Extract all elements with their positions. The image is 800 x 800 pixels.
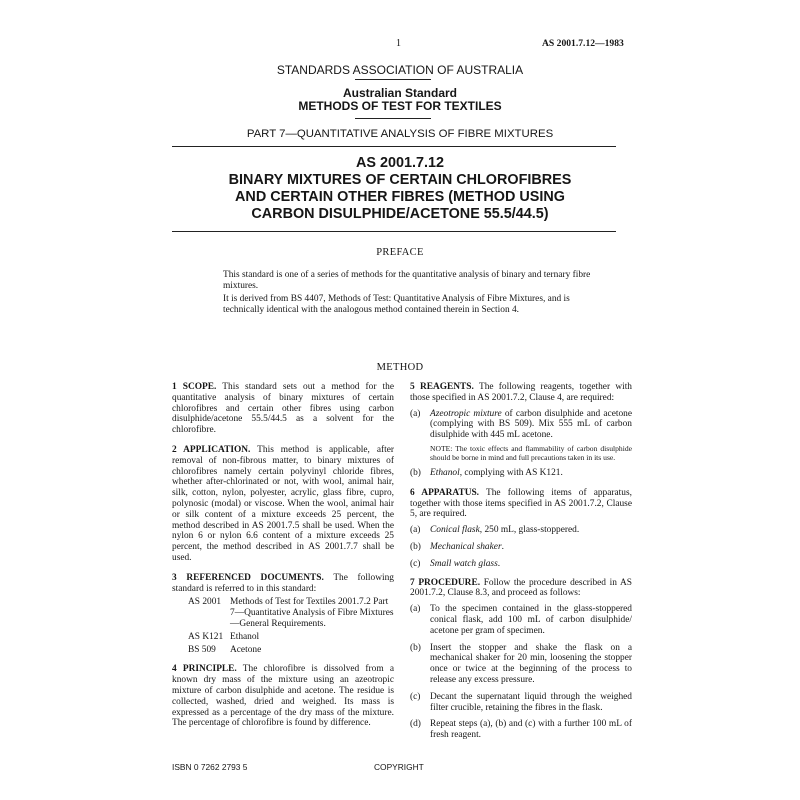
apparatus-c-text: .	[497, 558, 501, 569]
procedure-step-text: Repeat steps (a), (b) and (c) with a further 100 mL of fresh reagent.	[430, 719, 632, 741]
procedure-step-text: To the specimen contained in the glass-stoppered conical flask, add 100 mL of carbon disulphide/ acetone per gram of specimen.	[430, 604, 632, 636]
isbn: ISBN 0 7262 2793 5	[172, 762, 248, 772]
doc-title-line2: AND CERTAIN OTHER FIBRES (METHOD USING	[235, 189, 565, 205]
scope-title: 1 SCOPE.	[172, 382, 217, 392]
preface-heading: PREFACE	[376, 247, 424, 258]
procedure-step-label: (c)	[410, 691, 421, 702]
procedure-step-text: Insert the stopper and shake the flask on a mechanical shaker for 20 min, loosening the stopper once or twice at the beginning of the process to release any excess pressure.	[430, 642, 632, 685]
reagent-a-label: (a)	[410, 408, 421, 419]
apparatus-text: The following items of apparatus, together with those items specified in AS 2001.7.2, Clause 5, are required.	[410, 487, 632, 520]
reagent-b	[410, 468, 632, 479]
reference-row	[172, 632, 394, 643]
apparatus-a-text: , 250 mL, glass-stoppered.	[479, 525, 580, 536]
section-apparatus	[410, 488, 632, 520]
reagent-b-label: (b)	[410, 467, 421, 478]
application-title: 2 APPLICATION.	[172, 444, 251, 455]
page-number: 1	[396, 38, 401, 49]
reagent-a-note: NOTE: The toxic effects and flammability of carbon disulphide should be borne in mind and full precautions taken in its use.	[430, 443, 632, 462]
reference-text: Acetone	[230, 644, 262, 655]
reference-text: Methods of Test for Textiles 2001.7.2 Part 7—Quantitative Analysis of Fibre Mixtures—General Requirements.	[230, 597, 394, 629]
apparatus-c	[410, 559, 632, 570]
apparatus-title: 6 APPARATUS.	[410, 487, 480, 498]
divider-1	[355, 79, 431, 80]
procedure-step-label: (b)	[410, 642, 421, 653]
reagents-text: The following reagents, together with those specified in AS 2001.7.2, Clause 4, are required:	[410, 382, 632, 403]
refdocs-text: The following standard is referred to in this standard:	[172, 572, 394, 594]
principle-title: 4 PRINCIPLE.	[172, 664, 237, 675]
procedure-step	[410, 719, 632, 741]
apparatus-a	[410, 525, 632, 536]
apparatus-a-label: (a)	[410, 525, 421, 536]
reference-row	[172, 645, 394, 656]
procedure-step	[410, 692, 632, 714]
reference-row	[172, 597, 394, 629]
section-scope	[172, 382, 394, 436]
apparatus-c-label: (c)	[410, 558, 421, 569]
scope-text: This standard sets out a method for the quantitative analysis of binary mixtures of certain chlorofibres and certain other fibres using carbon disulphide/acetone 55.5/44.5 as a solvent for the chlorofibre.	[172, 382, 394, 436]
apparatus-c-name: Small watch glass	[430, 558, 498, 569]
reference-code: AS 2001	[188, 597, 222, 608]
divider-4	[172, 231, 616, 232]
principle-text: The chlorofibre is dissolved from a known dry mass of the mixture using an azeotropic mixture of carbon disulphide and acetone. The residue is collected, washed, dried and weighed. Its mass is expressed as a percentage of the dry mass of the mixture. The percentage of chlorofibre is found by difference.	[172, 664, 394, 729]
right-column	[410, 382, 632, 747]
apparatus-b-name: Mechanical shaker	[430, 541, 502, 552]
reagents-title: 5 REAGENTS.	[410, 382, 474, 392]
apparatus-a-name: Conical flask	[430, 525, 480, 536]
procedure-step-text: Decant the supernatant liquid through the weighed filter crucible, retaining the fibres in the flask.	[430, 691, 632, 713]
part-title: PART 7—QUANTITATIVE ANALYSIS OF FIBRE MIXTURES	[246, 128, 554, 140]
reference-code: BS 509	[188, 644, 216, 655]
procedure-step-label: (a)	[410, 604, 421, 615]
left-column	[172, 382, 394, 738]
application-text: This method is applicable, after removal of non-fibrous matter, to binary mixtures of chlorofibres namely certain polyvinyl chloride fibres, whether after-chlorinated or not, with wool, animal hair, silk, cotton, nylon, polyester, acrylic, glass fibre, cupro, polynosic (modal) or viscose. When the wool, animal hair or silk content of a mixture exceeds 25 percent, the method described in AS 2001.7.5 shall be used. When the nylon 6 or nylon 6.6 content of a mixture exceeds 25 percent, the method described in AS 2001.7.7 shall be used.	[172, 444, 394, 563]
doc-title-line3: CARBON DISULPHIDE/ACETONE 55.5/44.5)	[251, 206, 549, 222]
reference-text: Ethanol	[230, 631, 260, 642]
doc-number: AS 2001.7.12	[355, 155, 444, 171]
series-title: METHODS OF TEST FOR TEXTILES	[298, 99, 502, 113]
method-heading: METHOD	[376, 362, 424, 373]
divider-2	[355, 118, 431, 119]
reagent-a	[410, 409, 632, 462]
procedure-step-label: (d)	[410, 719, 421, 730]
standard-id-header: AS 2001.7.12—1983	[542, 38, 624, 49]
section-reagents	[410, 382, 632, 404]
section-referenced-documents	[172, 573, 394, 595]
refdocs-title: 3 REFERENCED DOCUMENTS.	[172, 572, 324, 583]
doc-title-line1: BINARY MIXTURES OF CERTAIN CHLOROFIBRES	[228, 172, 572, 188]
apparatus-b	[410, 542, 632, 553]
preface-para-2: It is derived from BS 4407, Methods of Test: Quantitative Analysis of Fibre Mixtures, and is technically identical with the analogous method contained therein in Section 4.	[223, 294, 570, 315]
reagent-b-text: , complying with AS K121.	[459, 467, 563, 478]
reagent-a-name: Azeotropic mixture	[430, 408, 502, 419]
reference-list	[172, 597, 394, 655]
copyright: COPYRIGHT	[374, 762, 424, 772]
reagent-b-name: Ethanol	[430, 467, 460, 478]
reagent-a-text: of carbon disulphide and acetone (complying with BS 509). Mix 555 mL of carbon disulphide with 445 mL acetone.	[430, 408, 632, 441]
section-procedure	[410, 578, 632, 600]
apparatus-b-label: (b)	[410, 541, 421, 552]
procedure-text: Follow the procedure described in AS 2001.7.2, Clause 8.3, and proceed as follows:	[410, 577, 633, 599]
association-name: STANDARDS ASSOCIATION OF AUSTRALIA	[276, 63, 524, 77]
section-principle	[172, 664, 394, 729]
section-application	[172, 445, 394, 564]
apparatus-b-text: .	[501, 541, 504, 552]
divider-3	[172, 146, 616, 147]
standard-type: Australian Standard	[342, 86, 458, 100]
preface-para-1: This standard is one of a series of methods for the quantitative analysis of binary and ternary fibre mixtures.	[223, 270, 591, 291]
procedure-step	[410, 643, 632, 686]
reference-code: AS K121	[188, 631, 224, 642]
procedure-title: 7 PROCEDURE.	[410, 577, 481, 588]
procedure-step	[410, 604, 632, 636]
